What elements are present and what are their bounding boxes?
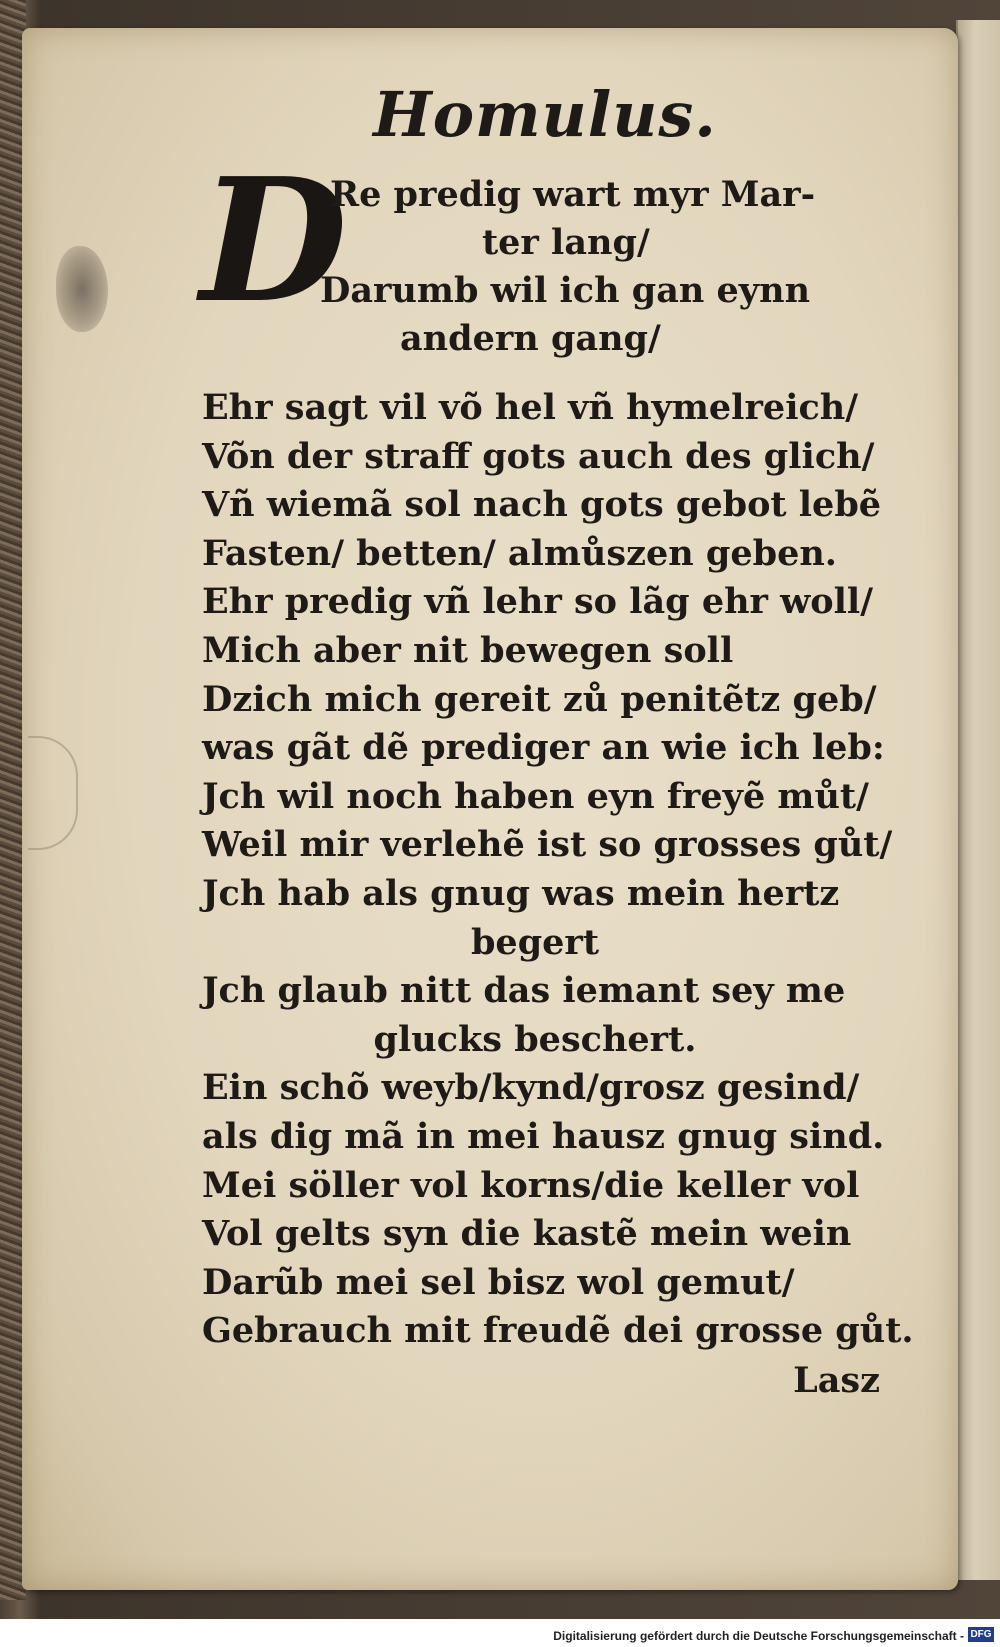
verse-continuation: glucks beschert. <box>373 1018 697 1060</box>
verse-line: Mich aber nit bewegen soll <box>202 629 734 671</box>
decorated-initial: D <box>200 141 348 341</box>
verse-line: Gebrauch mit freudẽ dei grosse gůt. <box>202 1310 914 1352</box>
verse-line: Weil mir verlehẽ ist so grosses gůt/ <box>202 824 893 866</box>
verse-line: Darũb mei sel bisz wol gemut/ <box>202 1261 795 1303</box>
clasp-impression <box>28 736 78 850</box>
page-text <box>190 70 914 1406</box>
footer-bar <box>0 1619 1000 1647</box>
verse-line: Re predig wart myr Mar- <box>330 174 816 215</box>
verse-line: Dzich mich gereit zů penitẽtz geb/ <box>202 678 877 720</box>
verse-line: Mei söller vol korns/die keller vol <box>202 1164 860 1206</box>
verse-line: Fasten/ betten/ almůszen geben. <box>202 532 837 574</box>
funding-credit: Digitalisierung gefördert durch die Deutsche Forschungsgemeinschaft - <box>553 1629 964 1643</box>
page-title: Homulus. <box>373 78 717 151</box>
verse-line: Ein schõ weyb/kynd/grosz gesind/ <box>202 1067 860 1109</box>
verse-continuation: begert <box>470 921 600 963</box>
verse-line: ter lang/ <box>482 222 650 263</box>
verse-line: Ehr sagt vil võ hel vñ hymelreich/ <box>202 387 859 428</box>
verse-line: Darumb wil ich gan eynn <box>320 270 811 311</box>
catchword: Lasz <box>793 1359 880 1401</box>
verse-line: Vñ wiemã sol nach gots gebot lebẽ <box>202 484 882 526</box>
page-stain <box>56 246 108 332</box>
verse-line: Jch glaub nitt das iemant sey me <box>202 970 846 1012</box>
verse-line: als dig mã in mei hausz gnug sind. <box>202 1115 885 1157</box>
verse-line: Ehr predig vñ lehr so lãg ehr woll/ <box>202 581 874 623</box>
verse-line: andern gang/ <box>400 318 661 359</box>
next-page-edge <box>956 20 1000 1580</box>
verse-line: Vol gelts syn die kastẽ mein wein <box>202 1213 852 1255</box>
verse-line: Võn der straff gots auch des glich/ <box>202 435 875 477</box>
verse-line: Jch wil noch haben eyn freyẽ můt/ <box>202 775 869 817</box>
verse-line: was gãt dẽ prediger an wie ich leb: <box>202 727 885 769</box>
dfg-logo: DFG <box>968 1627 994 1642</box>
verse-line: Jch hab als gnug was mein hertz <box>202 872 840 914</box>
opening-stanza <box>190 141 880 384</box>
